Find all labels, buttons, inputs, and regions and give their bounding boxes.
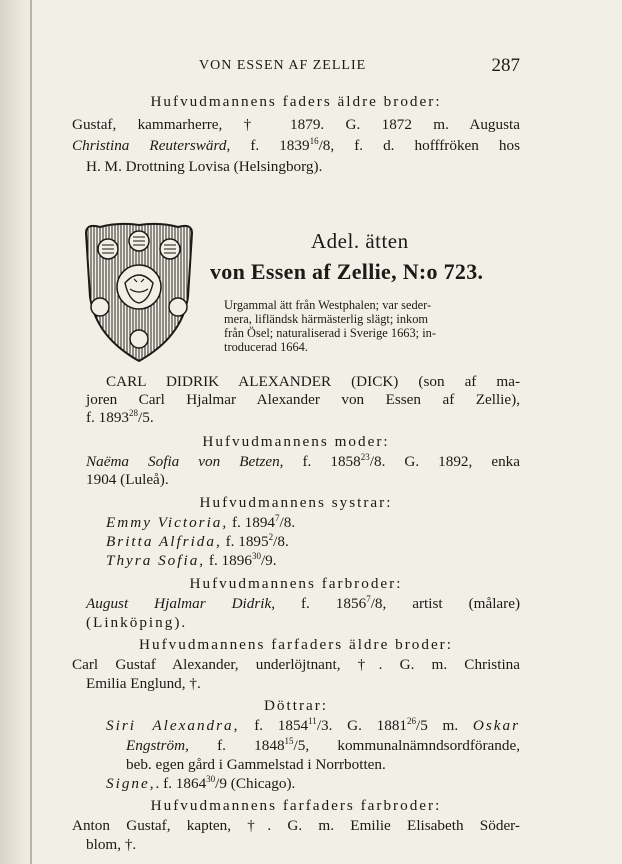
family-title-line2: von Essen af Zellie, N:o 723. [210,259,484,284]
family-desc-1: Urgammal ätt från Westphalen; var seder- [224,298,432,312]
grand-label: Hufvudmannens farfaders äldre broder: [139,636,453,653]
daughter-1-line-3: beb. egen gård i Gammelstad i Norrbotten. [126,756,386,773]
running-head [72,55,520,78]
granduncle-label: Hufvudmannens farfaders farbroder: [150,797,442,814]
grand-line-2: Emilia Englund, †. [86,675,201,692]
page-number: 287 [491,55,520,76]
mother-line-2: 1904 (Luleå). [86,471,169,488]
uncle-line-2: (Linköping). [86,614,188,631]
granduncle-line-1: Anton Gustaf, kapten, †. G. m. Emilie Elisabeth Söder- [72,817,520,834]
running-title: VON ESSEN AF ZELLIE [199,58,367,73]
text-line: Gustaf, kammarherre, † 1879. G. 1872 m. Augusta [72,116,520,133]
granduncle-line-2: blom, †. [86,836,137,853]
head-line-3: f. 1893$^{28}$/5. [86,408,154,426]
text-line: Hufvudmannens faders äldre broder: [150,93,442,110]
daughter-2: Signe,. f. 1864$^{30}$/9 (Chicago). [106,774,296,792]
coat-of-arms-icon [78,219,200,365]
family-desc-4: troducerad 1664. [224,340,308,354]
text-line: Christina Reuterswärd, f. 1839$^{16}$/8, f. d. hofffröken hos [72,136,521,154]
daughters-label: Döttrar: [263,697,329,714]
mother-line-1: Naëma Sofia von Betzen, f. 1858$^{23}$/8. G. 1892, enka [86,452,520,470]
uncle-line-1: August Hjalmar Didrik, f. 1856$^7$/8, artist (målare) [86,594,521,612]
sister-2: Britta Alfrida, f. 1895$^2$/8. [106,532,289,550]
head-line-1: CARL DIDRIK ALEXANDER (DICK) (son af ma- [106,373,520,390]
grand-line-1: Carl Gustaf Alexander, underlöjtnant, †. G. m. Christina [72,656,520,673]
family-desc-3: från Ösel; naturaliserad i Sverige 1663; in- [224,326,436,340]
sister-3: Thyra Sofia, f. 1896$^{30}$/9. [106,551,277,569]
daughter-1-line-1: Siri Alexandra, f. 1854$^{11}$/3. G. 1881$^{26}$/5 m. Oskar [106,716,521,734]
page-binding-edge [0,0,34,864]
text-line: H. M. Drottning Lovisa (Helsingborg). [86,158,323,175]
uncle-label: Hufvudmannens farbroder: [189,575,403,592]
sisters-label: Hufvudmannens systrar: [199,494,393,511]
sister-1: Emmy Victoria, f. 1894$^7$/8. [106,513,296,531]
family-desc-2: mera, lifländsk härmästerlig slägt; inkom [224,312,429,326]
mother-label: Hufvudmannens moder: [202,433,390,450]
family-title-line1: Adel. ätten [311,229,409,253]
head-line-2: joren Carl Hjalmar Alexander von Essen af Zellie), [86,391,520,408]
daughter-1-line-2: Engström, f. 1848$^{15}$/5, kommunalnämndsordförande, [126,736,520,754]
